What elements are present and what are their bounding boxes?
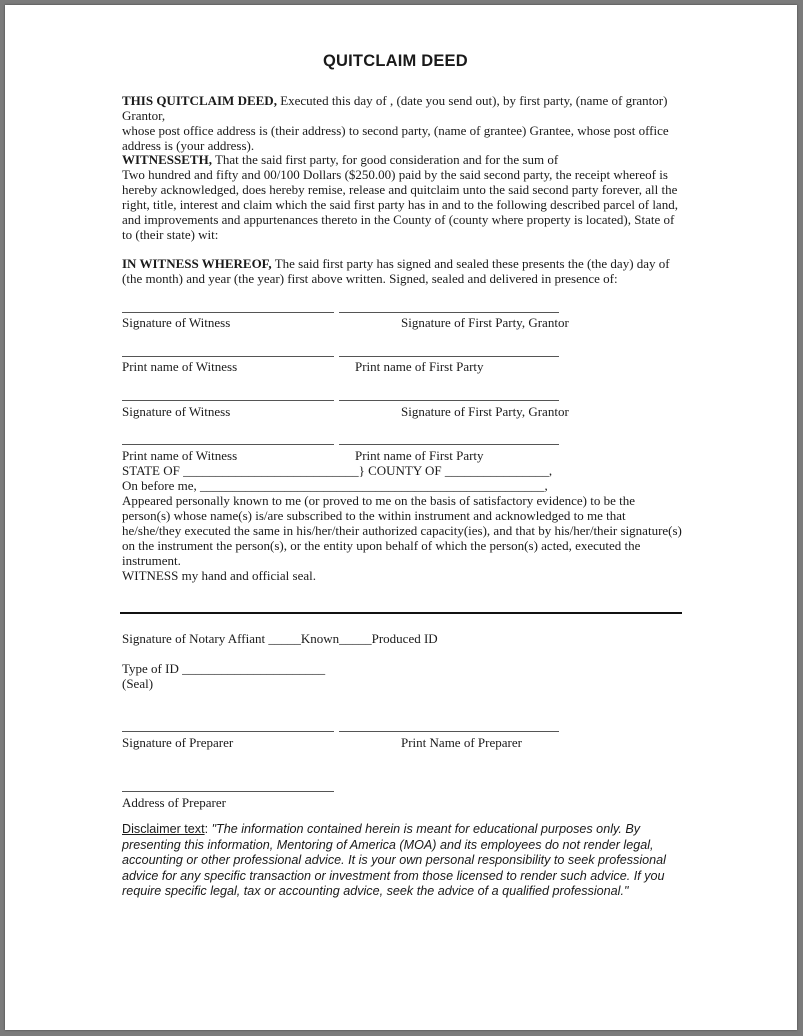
witnesseth-line-4: right, title, interest and claim which the said first party has in and to the following described parcel of land, [122,197,678,212]
first-party-print-label-2: Print name of First Party [355,448,484,463]
disclaimer-line-5: require specific legal, tax or accounting advice, seek the advice of a qualified professional." [122,884,629,898]
intro-line-1: THIS QUITCLAIM DEED, Executed this day of , (date you send out), by first party, (name of grantor) [122,93,668,108]
notary-affiant-line: Signature of Notary Affiant _____Known_____Produced ID [122,631,438,646]
whereof-line-1: IN WITNESS WHEREOF, The said first party has signed and sealed these presents the (the day) day of [122,256,670,271]
disclaimer-line-2: presenting this information, Mentoring of America (MOA) and its employees do not render legal, [122,837,654,852]
disclaimer-line-4: advice for any specific transaction or investment from those licensed to render such advice. If you [122,868,665,883]
first-party-print-line-1[interactable] [339,356,559,357]
witnesseth-paragraph [122,152,678,242]
witness-signature-label-2: Signature of Witness [122,404,231,419]
intro-line-3: whose post office address is (their address) to second party, (name of grantee) Grantee, whose post office [122,123,669,138]
witness-print-label-2: Print name of Witness [122,448,238,463]
whereof-line-2: (the month) and year (the year) first above written. Signed, sealed and delivered in presence of: [122,271,618,286]
witness-print-line-1[interactable] [122,356,334,357]
before-me-line: On before me, _____________________________________________________, [122,478,548,493]
seal-label: (Seal) [122,676,154,691]
witnesseth-line-2: Two hundred and fifty and 00/100 Dollars ($250.00) paid by the said second party, the receipt whereof is [122,167,668,182]
document-title: QUITCLAIM DEED [323,52,468,70]
state-county-line: STATE OF ___________________________} COUNTY OF ________________, [122,463,553,478]
preparer-print-label: Print Name of Preparer [401,735,522,750]
witnesseth-lead: WITNESSETH, [122,152,212,167]
witnesseth-line-1: WITNESSETH, That the said first party, for good consideration and for the sum of [122,152,559,167]
witnesseth-line-3: hereby acknowledged, does hereby remise, release and quitclaim unto the said second party forever, all the [122,182,678,197]
notary-line-4: on the instrument the person(s), or the entity upon behalf of which the person(s) acted, executed the [122,538,641,553]
disclaimer-line-3: accounting or other professional advice. It is your own personal responsibility to seek professional [122,853,666,867]
grantor-signature-label-2: Signature of First Party, Grantor [401,404,569,419]
disclaimer-label: Disclaimer text [122,822,205,836]
notary-line-6: WITNESS my hand and official seal. [122,568,316,583]
notary-line-3: he/she/they executed the same in his/her/their authorized capacity(ies), and that by his/her/their signature(s) [122,523,682,538]
notary-paragraph [122,463,682,583]
preparer-print-line[interactable] [339,731,559,732]
whereof-lead: IN WITNESS WHEREOF, [122,256,272,271]
notary-line-5: instrument. [122,553,181,568]
intro-line-4: address is (your address). [122,138,255,153]
section-divider [120,612,682,614]
grantor-signature-line-2[interactable] [339,400,559,401]
id-type-section [122,661,325,691]
witnesseth-line-6: to (their state) wit: [122,227,219,242]
first-party-print-line-2[interactable] [339,444,559,445]
witness-signature-label-1: Signature of Witness [122,315,231,330]
preparer-signature-line[interactable] [122,731,334,732]
notary-line-1: Appeared personally known to me (or proved to me on the basis of satisfactory evidence) to be the [122,493,635,508]
preparer-signature-label: Signature of Preparer [122,735,234,750]
preparer-address-line[interactable] [122,791,334,792]
grantor-signature-line-1[interactable] [339,312,559,313]
witness-signature-line-2[interactable] [122,400,334,401]
grantor-signature-label-1: Signature of First Party, Grantor [401,315,569,330]
intro-lead: THIS QUITCLAIM DEED, [122,93,277,108]
notary-line-2: person(s) whose name(s) is/are subscribed to the within instrument and acknowledged to me that [122,508,626,523]
witnesseth-line-5: and improvements and appurtenances thereto in the County of (county where property is located), State of [122,212,675,227]
whereof-paragraph [122,256,670,286]
witness-print-line-2[interactable] [122,444,334,445]
preparer-address-label: Address of Preparer [122,795,226,810]
type-of-id-line: Type of ID ______________________ [122,661,326,676]
first-party-print-label-1: Print name of First Party [355,359,484,374]
intro-paragraph [122,93,669,153]
disclaimer-line-1: Disclaimer text: "The information contained herein is meant for educational purposes only. By [122,822,641,836]
disclaimer-block [122,822,666,900]
intro-line-2: Grantor, [122,108,166,123]
witness-print-label-1: Print name of Witness [122,359,238,374]
witness-signature-line-1[interactable] [122,312,334,313]
